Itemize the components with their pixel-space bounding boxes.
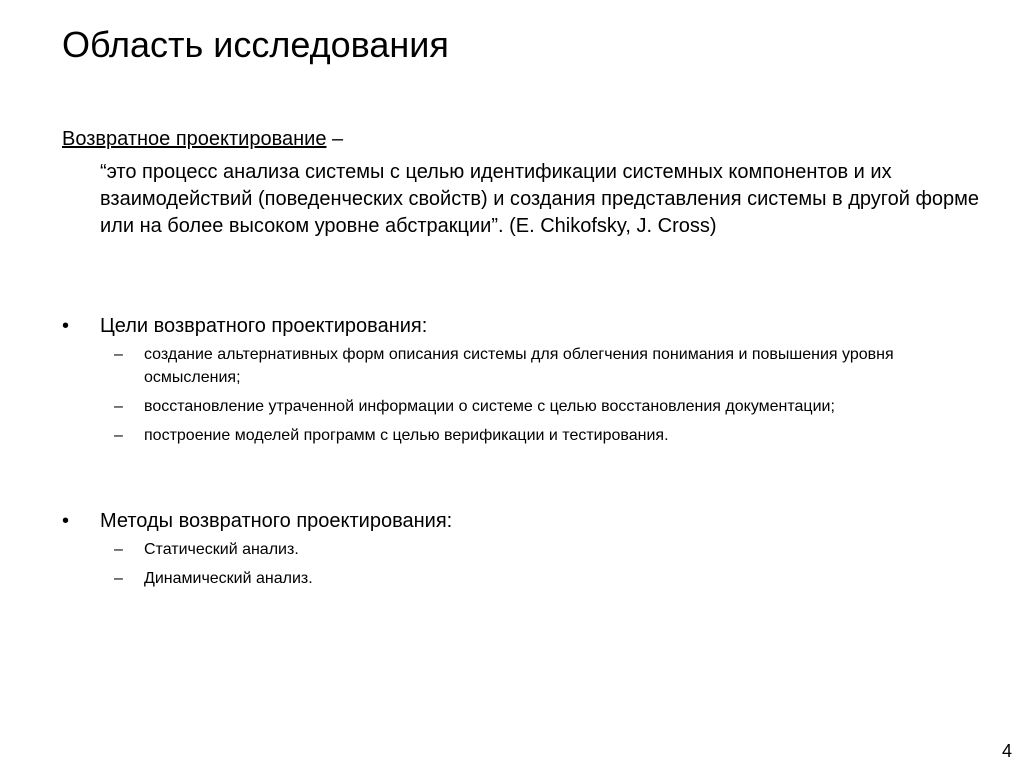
definition-heading — [62, 126, 992, 153]
sub-item-text: восстановление утраченной информации о системе с целью восстановления документации; — [144, 398, 835, 415]
bullet-methods — [62, 508, 992, 596]
definition-term: Возвратное проектирование — [62, 128, 327, 150]
bullet-marker: • — [62, 510, 70, 532]
sub-marker: – — [114, 541, 123, 558]
definition-quote: “это процесс анализа системы с целью идентификации системных компонентов и их взаимодействий (поведенческих свойств) и создания представления системы в другой форме или на более высоком уровне абстракции”. (E. Chikofsky, J. Cross) — [100, 161, 980, 237]
sub-marker: – — [114, 570, 123, 587]
bullet-text: Методы возвратного проектирования: — [100, 510, 453, 532]
sub-item — [62, 538, 992, 561]
sub-item-text: построение моделей программ с целью верификации и тестирования. — [144, 427, 669, 444]
bullet-text: Цели возвратного проектирования: — [100, 315, 428, 337]
sub-item — [62, 343, 992, 389]
bullet-marker: • — [62, 315, 70, 337]
bullet-goals — [62, 313, 992, 453]
bullet-head — [62, 508, 992, 535]
sub-list — [62, 343, 992, 447]
slide-title: Область исследования — [62, 24, 449, 65]
sub-item-text: Динамический анализ. — [144, 570, 313, 587]
sub-marker: – — [114, 398, 123, 415]
bullet-head — [62, 313, 992, 340]
definition-block — [62, 126, 992, 240]
sub-item — [62, 567, 992, 590]
sub-marker: – — [114, 346, 123, 363]
definition-dash: – — [326, 128, 344, 150]
page-number: 4 — [1001, 741, 1012, 761]
sub-item — [62, 395, 992, 418]
sub-item-text: создание альтернативных форм описания системы для облегчения понимания и повышения уровня осмысления; — [144, 346, 894, 386]
sub-marker: – — [114, 427, 123, 444]
sub-item-text: Статический анализ. — [144, 541, 299, 558]
sub-list — [62, 538, 992, 590]
sub-item — [62, 424, 992, 447]
